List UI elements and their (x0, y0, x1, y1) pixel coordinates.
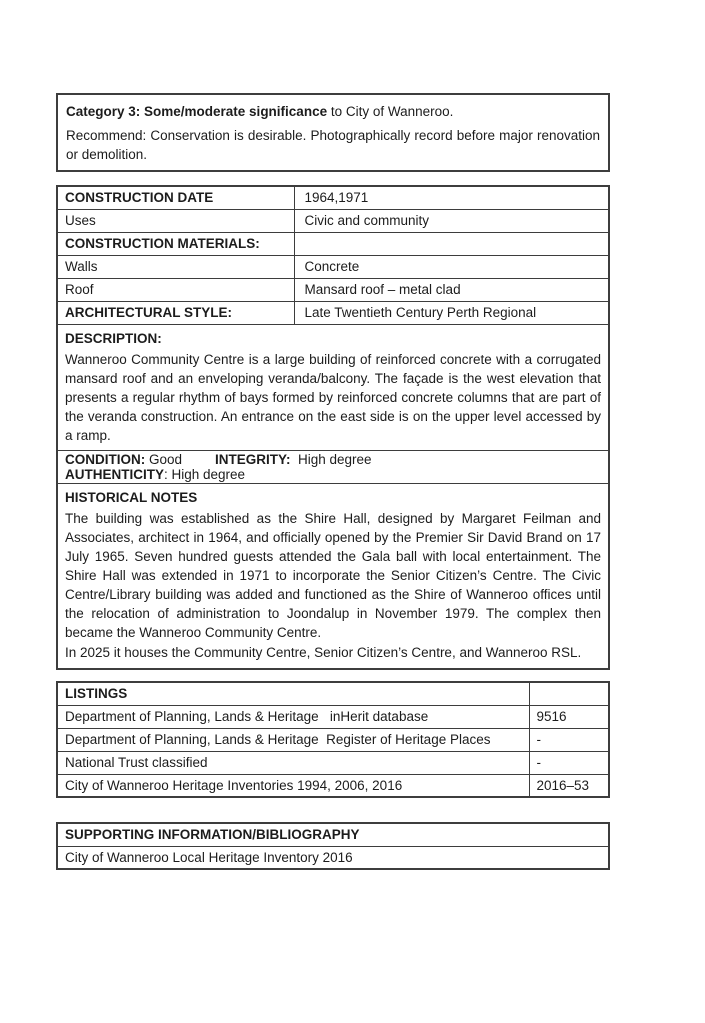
row-value: 1964,1971 (294, 186, 609, 209)
bibliography-header-row (57, 823, 609, 846)
assessment-cell (57, 450, 609, 483)
description-cell (57, 324, 609, 450)
listing-value: 9516 (529, 705, 609, 728)
bibliography-entry: City of Wanneroo Local Heritage Inventory 2016 (57, 846, 609, 869)
row-label: Walls (57, 255, 294, 278)
row-value: Late Twentieth Century Perth Regional (294, 301, 609, 324)
category-statement (66, 102, 600, 122)
category-title-rest: to City of Wanneroo. (327, 104, 454, 119)
description-heading: DESCRIPTION: (65, 330, 162, 346)
row-label: CONSTRUCTION MATERIALS: (57, 232, 294, 255)
details-table (56, 185, 610, 670)
description-text: Wanneroo Community Centre is a large building of reinforced concrete with a corrugated mansard roof and an enveloping veranda/balcony. The façade is the west elevation that presents a regular rhythm of bays formed by reinforced concrete columns that are part of the veranda construction. An entrance on the east side is on the upper level accessed by a ramp. (65, 351, 601, 443)
listing-label: Department of Planning, Lands & Heritage Register of Heritage Places (57, 728, 529, 751)
row-label: ARCHITECTURAL STYLE: (57, 301, 294, 324)
listings-heading: LISTINGS (57, 682, 529, 705)
table-row (57, 278, 609, 301)
authenticity-segment (65, 467, 245, 482)
table-row (57, 728, 609, 751)
row-value: Concrete (294, 255, 609, 278)
description-row (57, 324, 609, 450)
row-value: Civic and community (294, 209, 609, 232)
listing-label: National Trust classified (57, 751, 529, 774)
table-row (57, 255, 609, 278)
table-row (57, 186, 609, 209)
row-label: Roof (57, 278, 294, 301)
listings-table (56, 681, 610, 798)
condition-label: CONDITION: (65, 451, 146, 467)
category-title: Category 3: Some/moderate significance (66, 104, 328, 119)
listing-value: - (529, 728, 609, 751)
row-label: CONSTRUCTION DATE (57, 186, 294, 209)
table-row (57, 774, 609, 797)
historical-paragraph-1: The building was established as the Shire Hall, designed by Margaret Feilman and Associates, architect in 1964, and officially opened by the Premier Sir David Brand on 17 July 1965. Seven hundred guests attended the Gala ball with local entertainment. The Shire Hall was extended in 1971 to incorporate the Senior Citizen’s Centre. The Civic Centre/Library building was added and functioned as the Shire of Wanneroo offices until the relocation of administration to Joondalup in November 1979. The complex then became the Wanneroo Community Centre. (65, 510, 601, 640)
historical-cell (57, 483, 609, 669)
integrity-value: High degree (290, 451, 372, 467)
listing-label: City of Wanneroo Heritage Inventories 1994, 2006, 2016 (57, 774, 529, 797)
integrity-segment (215, 452, 442, 467)
table-row (57, 301, 609, 324)
bibliography-table (56, 822, 610, 870)
row-value: Mansard roof – metal clad (294, 278, 609, 301)
table-row (57, 751, 609, 774)
condition-value: Good (145, 451, 183, 467)
assessment-row (57, 450, 609, 483)
category-recommendation: Recommend: Conservation is desirable. Photographically record before major renovation or demolition. (66, 128, 600, 162)
historical-paragraph-2: In 2025 it houses the Community Centre, Senior Citizen’s Centre, and Wanneroo RSL. (65, 644, 582, 660)
table-row (57, 846, 609, 869)
listings-header-row (57, 682, 609, 705)
row-label: Uses (57, 209, 294, 232)
authenticity-value: : High degree (164, 466, 246, 482)
integrity-label: INTEGRITY: (215, 451, 291, 467)
row-value (294, 232, 609, 255)
condition-segment (65, 452, 215, 467)
listing-label: Department of Planning, Lands & Heritage inHerit database (57, 705, 529, 728)
listing-value: - (529, 751, 609, 774)
table-row (57, 209, 609, 232)
listings-heading-value (529, 682, 609, 705)
category-box (56, 93, 610, 172)
table-row (57, 232, 609, 255)
historical-row (57, 483, 609, 669)
authenticity-label: AUTHENTICITY (65, 466, 164, 482)
historical-heading: HISTORICAL NOTES (65, 489, 198, 505)
table-row (57, 705, 609, 728)
bibliography-heading: SUPPORTING INFORMATION/BIBLIOGRAPHY (57, 823, 609, 846)
listing-value: 2016–53 (529, 774, 609, 797)
